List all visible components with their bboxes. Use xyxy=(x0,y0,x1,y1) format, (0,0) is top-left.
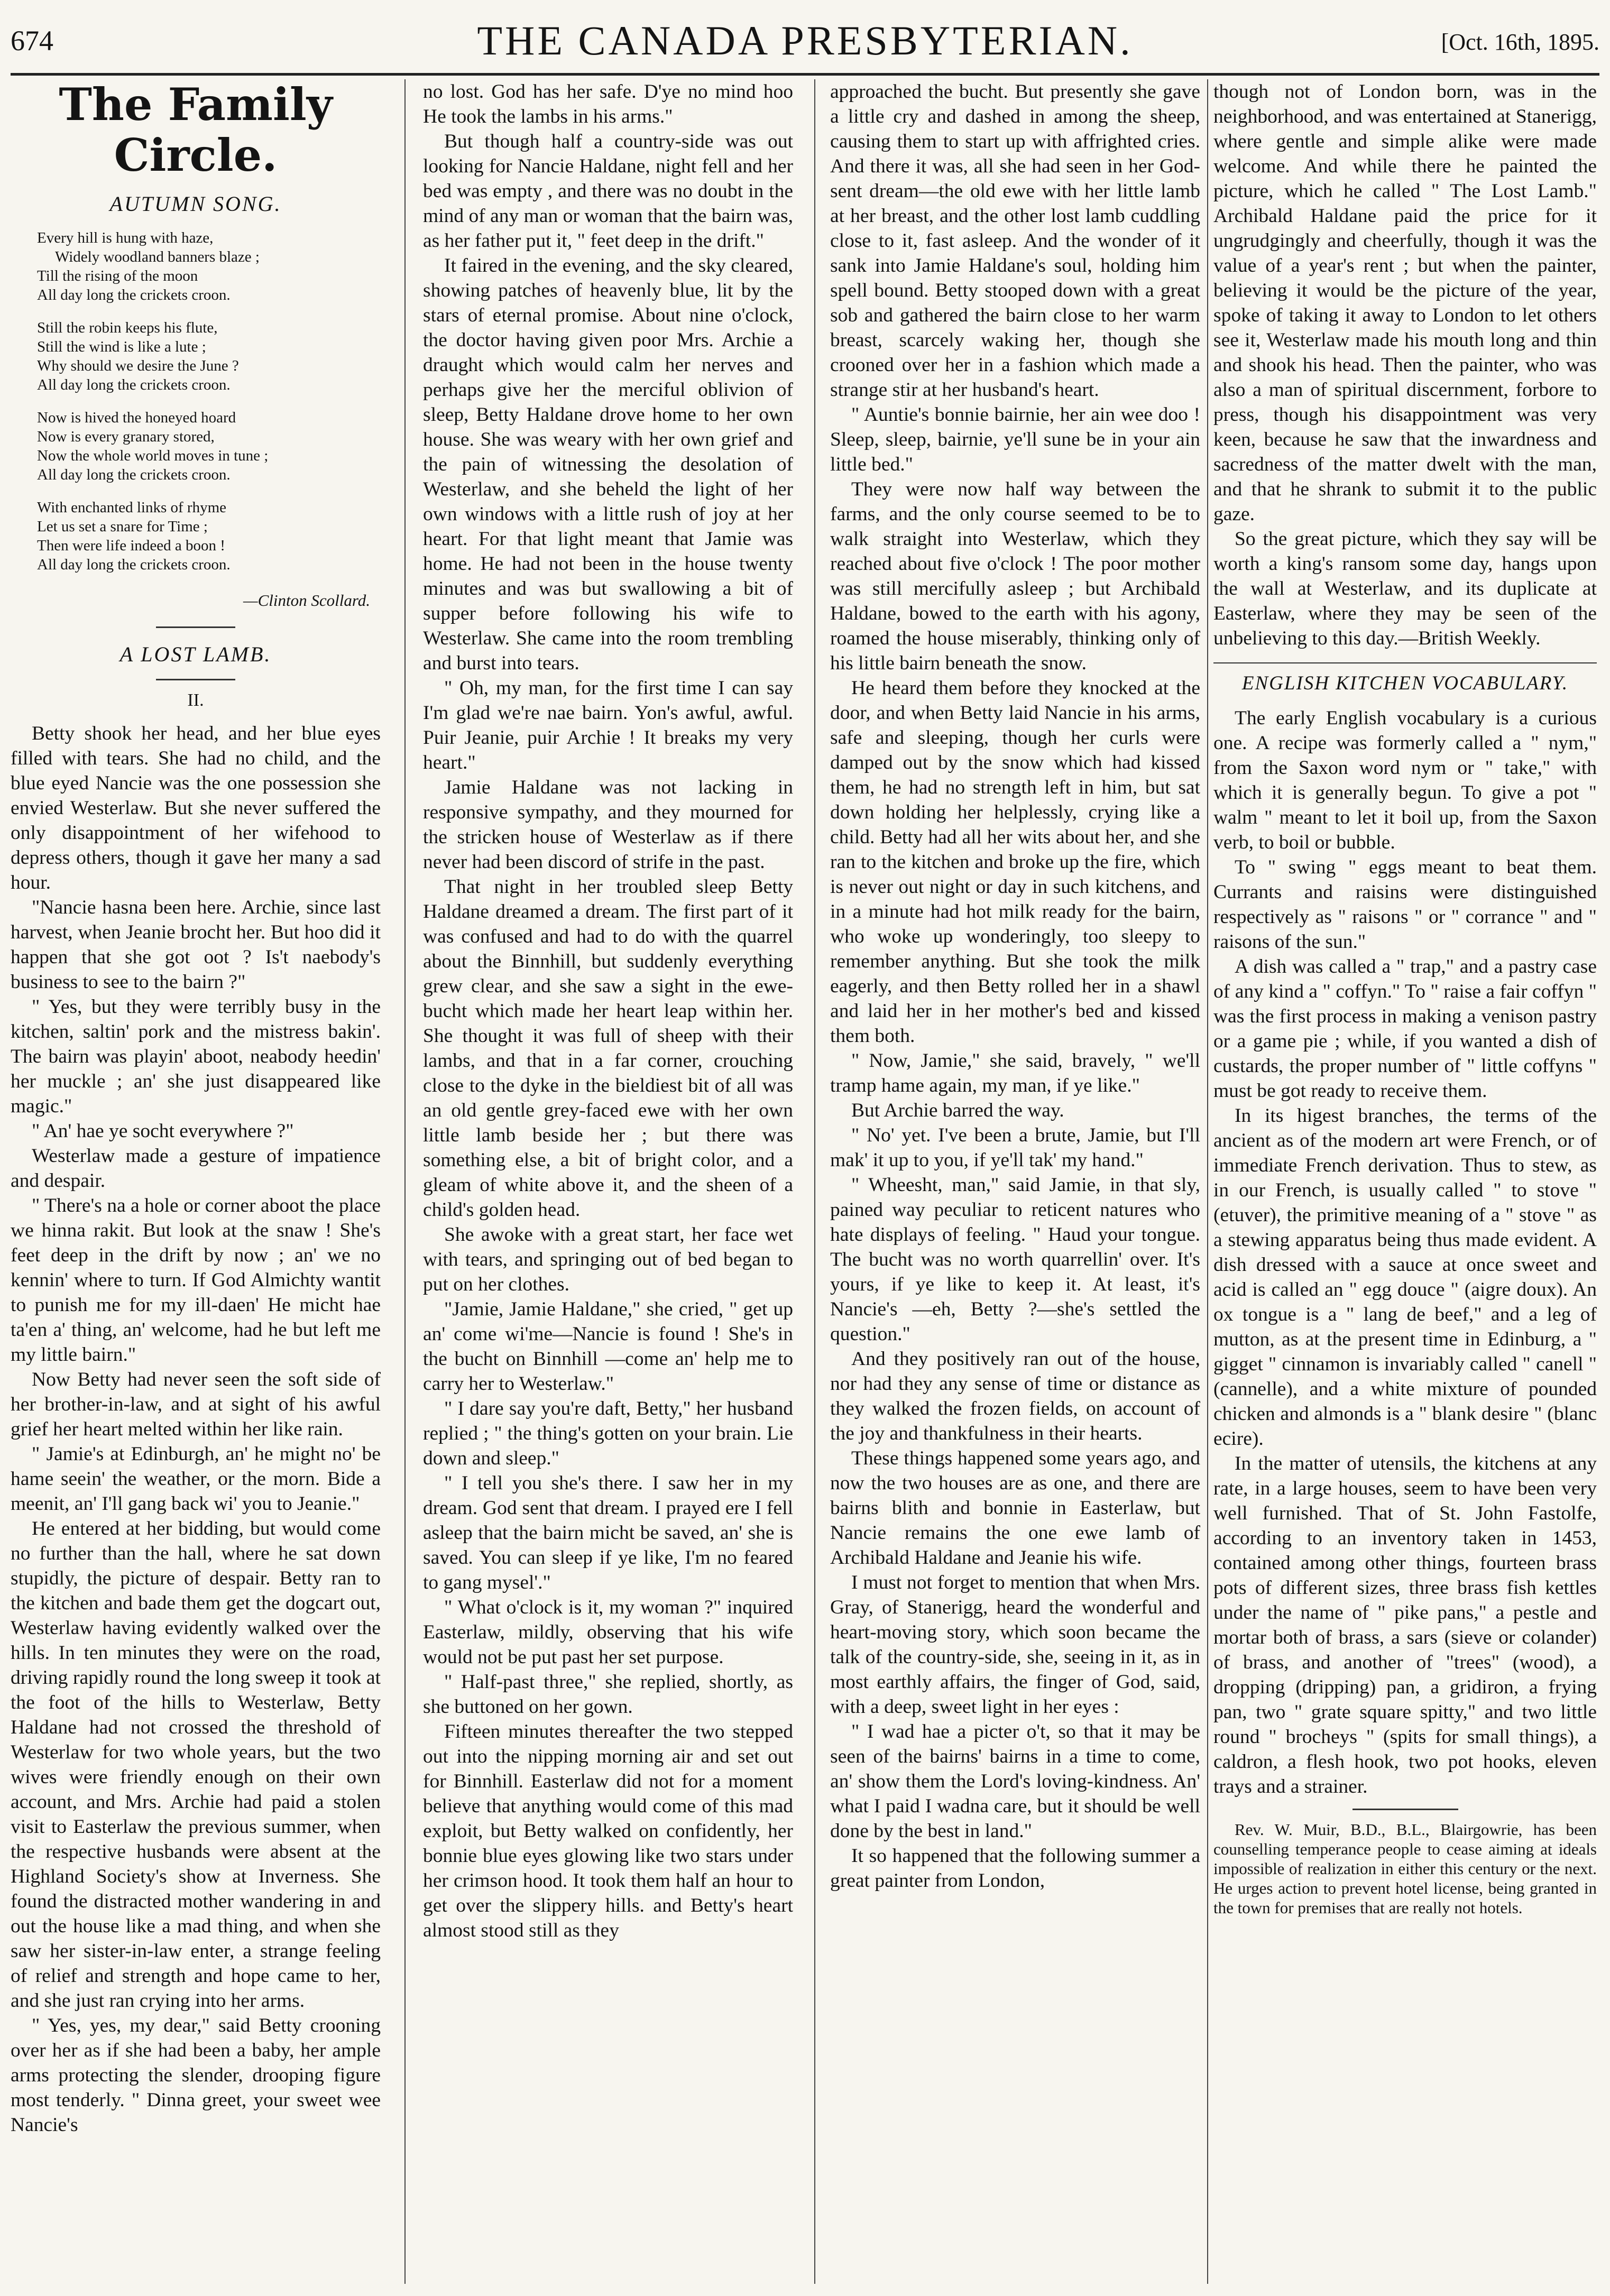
column-divider xyxy=(1207,79,1208,2284)
paragraph: He heard them before they knocked at the door, and when Betty laid Nancie in his arms, safe and sleeping, though her curls were damped out by the snow which had kissed them, he had no strength left in him, but sat down holding her helplessly, crying like a child. Betty had all her wits about her, and she ran to the kitchen and broke up the fire, which is never out night or day in such kitchens, and in a minute had hot milk ready for the bairn, who woke up wonderingly, too sleepy to remember anything. But she took the milk eagerly, and then Betty rolled her in a shawl and laid her in her mother's bed and kissed them both. xyxy=(830,677,1200,1047)
paragraph: " I wad hae a picter o't, so that it may be seen of the bairns' bairns in a time to come, an' show them the Lord's loving-kindness. An' what I paid I wadna care, but it should be well done by the best in land." xyxy=(830,1721,1200,1842)
paragraph: In its higest branches, the terms of the ancient as of the modern art were French, or of immediate French derivation. Thus to stew, as in our French, is usually called " to stove " (etuver), the primitive meaning of a " stove " as a stewing apparatus being thus made evident. A dish dressed with a sauce at once sweet and acid is called an " egg douce " (aigre doux). An ox tongue is a " lang de beef," and a leg of mutton, as at the present time in Edinburg, a " gigget " cinnamon is invariably called " canell " (cannelle), and a white mixture of pounded chicken and almonds is a " blank desire " (blanc ecire). xyxy=(1213,1105,1597,1450)
paragraph: " Half-past three," she replied, shortly, as she buttoned on her gown. xyxy=(423,1671,793,1718)
paragraph: These things happened some years ago, and now the two houses are as one, and there are bairns blith and bonnie in Easterlaw, but Nancie remains the one ewe lamb of Archibald Haldane and Jeanie his wife. xyxy=(830,1447,1200,1569)
paragraph: They were now half way between the farms, and the only course seemed to be to walk straight into Westerlaw, which they reached about five o'clock ! The poor mother was still mercifully asleep ; but Archibald Haldane, bowed to the earth with his agony, roamed the house miserably, thinking only of his little bairn beneath the snow. xyxy=(830,478,1200,674)
paragraph: She awoke with a great start, her face wet with tears, and springing out of bed began to put on her clothes. xyxy=(423,1224,793,1295)
divider xyxy=(1213,662,1597,663)
paragraph: It so happened that the following summer a great painter from London, xyxy=(830,1845,1200,1892)
paragraph: " Now, Jamie," she said, bravely, " we'll tramp hame again, my man, if ye like." xyxy=(830,1050,1200,1096)
page-number: 674 xyxy=(11,25,53,57)
paragraph: " Yes, but they were terribly busy in the kitchen, saltin' pork and the mistress bakin'. The bairn was playin' aboot, neabody heedin' her muckle ; an' she just disappeared like magic." xyxy=(11,996,381,1117)
paragraph: " An' hae ye socht everywhere ?" xyxy=(32,1120,294,1142)
paragraph: " There's na a hole or corner aboot the place we hinna rakit. But look at the snaw ! She's feet deep in the drift by now ; an' we no kennin' where to turn. If God Almichty wantit to punish me for my ill-daen' He micht hae ta'en a' thing, an' welcome, had he but left me my little bairn." xyxy=(11,1195,381,1366)
paragraph: So the great picture, which they say will be worth a king's ransom some day, hangs upon the wall at Westerlaw, and its duplicate at Easterlaw, where they may be seen of the unbelieving to this day.—British Weekly. xyxy=(1213,528,1597,649)
column-1 xyxy=(11,79,381,2284)
paragraph: " Yes, yes, my dear," said Betty crooning over her as if she had been a baby, her ample arms protecting the slender, drooping figure most tenderly. " Dinna greet, your sweet wee Nancie's xyxy=(11,2015,381,2136)
paragraph: " What o'clock is it, my woman ?" inquired Easterlaw, mildly, observing that his wife would not be put past her set purpose. xyxy=(423,1597,793,1668)
paragraph: Now Betty had never seen the soft side of her brother-in-law, and at sight of his awful grief her heart melted within her like rain. xyxy=(11,1369,381,1440)
poem-line: Why should we desire the June ? xyxy=(37,357,239,374)
paragraph: Jamie Haldane was not lacking in responsive sympathy, and they mourned for the stricken house of Westerlaw as if there never had been discord of strife in the past. xyxy=(423,777,793,873)
paragraph: In the matter of utensils, the kitchens at any rate, in a large houses, seem to have been very well furnished. That of St. John Fastolfe, according to an inventory taken in 1453, contained among other things, fourteen brass pots of different sizes, three brass fish kettles under the name of " pike pans," a pestle and mortar both of brass, a sars (sieve or colander) of brass, and another of "trees" (wood), a dropping (dripping) pan, a gridiron, a frying pan, two " grate square spitty," and two little round " brocheys " (spits for small things), a caldron, a flesh hook, two pot hooks, eleven trays and a strainer. xyxy=(1213,1453,1597,1797)
section-title: The Family Circle. xyxy=(59,79,333,181)
paragraph: " I dare say you're daft, Betty," her husband replied ; " the thing's gotten on your brain. Lie down and sleep." xyxy=(423,1398,793,1469)
poem-line: Then were life indeed a boon ! xyxy=(37,537,225,554)
poem-line: All day long the crickets croon. xyxy=(37,287,231,303)
paragraph: It faired in the evening, and the sky cleared, showing patches of heavenly blue, lit by the stars of eternal promise. About nine o'clock, the doctor having given poor Mrs. Archie a draught which would calm her nerves and perhaps give her the merciful oblivion of sleep, Betty Haldane drove home to her own house. She was weary with her own grief and the pain of witnessing the desolation of Westerlaw, and she beheld the light of her own windows with a little rush of joy at her heart. For that light meant that Jamie was home. He had not been in the house twenty minutes and was but swallowing a bit of supper before following his wife to Westerlaw. She came into the room trembling and burst into tears. xyxy=(423,255,793,674)
paragraph: Fifteen minutes thereafter the two stepped out into the nipping morning air and set out for Binnhill. Easterlaw did not for a moment believe that anything would come of this mad exploit, but Betty walked on confidently, her bonnie blue eyes glowing like two stars under her crimson hood. It took them half an hour to get over the slippery hills. and Betty's heart almost stood still as they xyxy=(423,1721,793,1941)
poem-line: Still the robin keeps his flute, xyxy=(37,319,218,336)
article-title: ENGLISH KITCHEN VOCABULARY. xyxy=(1241,672,1569,694)
paragraph: " Jamie's at Edinburgh, an' he might no' be hame seein' the weather, or the morn. Bide a meenit, an' I'll gang back wi' you to Jeanie." xyxy=(11,1443,381,1515)
paragraph: "Nancie hasna been here. Archie, since last harvest, when Jeanie brocht her. But hoo did it happen that she got oot ? Is't naebody's business to see to the bairn ?" xyxy=(11,897,381,993)
paragraph: " No' yet. I've been a brute, Jamie, but I'll mak' it up to you, if ye'll tak' my hand." xyxy=(830,1124,1200,1171)
poem xyxy=(37,228,381,574)
column-3 xyxy=(830,79,1200,2284)
poem-line: Let us set a snare for Time ; xyxy=(37,518,208,535)
paragraph: A dish was called a " trap," and a pastry case of any kind a " coffyn." To " raise a fair coffyn " was the first process in making a venison pastry or a game pie ; while, if you wanted a dish of custards, the proper number of " little coffyns " must be got ready to receive them. xyxy=(1213,956,1597,1102)
poem-stanza xyxy=(37,498,381,574)
poem-title: AUTUMN SONG. xyxy=(109,192,282,216)
poem-stanza xyxy=(37,408,381,484)
column-divider xyxy=(404,79,406,2284)
paragraph: That night in her troubled sleep Betty Haldane dreamed a dream. The first part of it was confused and had to do with the quarrel about the Binnhill, but suddenly everything grew clear, and she saw a sight in the ewe-bucht which made her heart leap within her. She thought it was full of sheep with their lambs, and that in a far corner, crouching close to the dyke in the bieldiest bit of all was an old gentle grey-faced ewe with her own little lamb beside her ; but there was something else, a bit of bright color, and a gleam of white above it, and the sheen of a child's golden head. xyxy=(423,876,793,1221)
paragraph: no lost. God has her safe. D'ye no mind hoo He took the lambs in his arms." xyxy=(423,81,793,127)
poem-line: Now is every granary stored, xyxy=(37,428,215,445)
paragraph: "Jamie, Jamie Haldane," she cried, " get up an' come wi'me—Nancie is found ! She's in the bucht on Binnhill —come an' help me to carry her to Westerlaw." xyxy=(423,1298,793,1395)
divider xyxy=(156,626,235,628)
divider xyxy=(1353,1809,1458,1810)
paragraph: But Archie barred the way. xyxy=(851,1100,1064,1121)
paragraph: though not of London born, was in the neighborhood, and was entertained at Stanerigg, where gentle and simple alike were made welcome. And while there he painted the picture, which he called " The Lost Lamb." Archibald Haldane paid the price for it ungrudgingly and cheerfully, though it was the value of a year's rent ; but when the painter, believing it would be the picture of the year, spoke of taking it away to London to let others see it, Westerlaw made his mouth long and thin and shook his head. Then the painter, who was also a man of spiritual discernment, forbore to press, though his disappointment was very keen, because he saw that the inwardness and sacredness of the matter dwelt with the man, and that he shrank to submit it to the public gaze. xyxy=(1213,81,1597,525)
poem-stanza xyxy=(37,318,381,394)
poem-line: Now the whole world moves in tune ; xyxy=(37,447,269,464)
paragraph: " Oh, my man, for the first time I can say I'm glad we're nae bairn. Yon's awful, awful. Puir Jeanie, puir Archie ! It breaks my very heart." xyxy=(423,677,793,773)
poem-line: Still the wind is like a lute ; xyxy=(37,338,206,355)
chapter-number: II. xyxy=(187,690,204,710)
poem-line: Till the rising of the moon xyxy=(37,268,198,284)
paragraph: But though half a country-side was out looking for Nancie Haldane, night fell and her bed was empty , and there was no doubt in the mind of any man or woman that the bairn was, as her father put it, " feet deep in the drift." xyxy=(423,131,793,252)
paragraph: I must not forget to mention that when Mrs. Gray, of Stanerigg, heard the wonderful and heart-moving story, which soon became the talk of the country-side, she, seeing in it, as in most earthly affairs, the finger of God, said, with a deep, sweet light in her eyes : xyxy=(830,1572,1200,1718)
poem-line: Widely woodland banners blaze ; xyxy=(55,248,260,265)
poem-line: All day long the crickets croon. xyxy=(37,466,231,483)
paragraph: " Wheesht, man," said Jamie, in that sly, pained way peculiar to reticent natures who hate displays of feeling. " Haud your tongue. The bucht was no worth quarrellin' over. It's yours, if ye like to keep it. At least, it's Nancie's —eh, Betty ?—she's settled the question." xyxy=(830,1174,1200,1345)
poem-line: Now is hived the honeyed hoard xyxy=(37,409,236,426)
paragraph: The early English vocabulary is a curious one. A recipe was formerly called a " nym," from the Saxon word nym or " take," with which it is generally begun. To give a pot " walm " meant to let it boil up, from the Saxon verb, to boil or bubble. xyxy=(1213,707,1597,853)
poem-line: All day long the crickets croon. xyxy=(37,556,231,573)
poem-line: With enchanted links of rhyme xyxy=(37,499,227,516)
paragraph: " I tell you she's there. I saw her in my dream. God sent that dream. I prayed ere I fell asleep that the bairn micht be saved, an' she is saved. You can sleep if ye like, I'm no feared to gang mysel'." xyxy=(423,1472,793,1593)
issue-date: [Oct. 16th, 1895. xyxy=(1441,29,1599,55)
poem-line: All day long the crickets croon. xyxy=(37,376,231,393)
divider xyxy=(156,679,235,680)
paragraph: Betty shook her head, and her blue eyes filled with tears. She had no child, and the blue eyed Nancie was the one possession she envied Westerlaw. But she never suffered the only disappointment of her wifehood to depress others, though it gave her many a sad hour. xyxy=(11,723,381,893)
paragraph: Westerlaw made a gesture of impatience and despair. xyxy=(11,1145,381,1192)
paragraph: approached the bucht. But presently she gave a little cry and dashed in among the sheep, causing them to start up with affrighted cries. And there it was, all she had seen in her God-sent dream—the old ewe with her little lamb at her breast, and the other lost lamb cuddling close to it, fast asleep. And the wonder of it sank into Jamie Haldane's soul, holding him spell bound. Betty stooped down with a great sob and gathered the bairn close to her warm breast, scarcely waking her, though she crooned over her in a fashion which made a strange stir at her husband's heart. xyxy=(830,81,1200,401)
paragraph: " Auntie's bonnie bairnie, her ain wee doo ! Sleep, sleep, bairnie, ye'll sune be in your ain little bed." xyxy=(830,404,1200,475)
column-4 xyxy=(1213,79,1597,2284)
newspaper-title: THE CANADA PRESBYTERIAN. xyxy=(477,17,1133,63)
news-note: Rev. W. Muir, B.D., B.L., Blairgowrie, has been counselling temperance people to cease aiming at ideals impossible of realization in either this century or the next. He urges action to prevent hotel license, being granted in the town for premises that are really not hotels. xyxy=(1213,1820,1597,1917)
story-title: A LOST LAMB. xyxy=(119,642,272,666)
poem-line: Every hill is hung with haze, xyxy=(37,229,214,246)
column-2 xyxy=(423,79,793,2284)
column-divider xyxy=(814,79,815,2284)
poem-author: —Clinton Scollard. xyxy=(243,591,370,610)
page-header xyxy=(11,15,1599,76)
paragraph: And they positively ran out of the house, nor had they any sense of time or distance as they walked the frozen fields, on account of the joy and thankfulness in their hearts. xyxy=(830,1348,1200,1444)
poem-stanza xyxy=(37,228,381,305)
paragraph: To " swing " eggs meant to beat them. Currants and raisins were distinguished respectively as " raisons " or " corrance " and " raisons of the sun." xyxy=(1213,856,1597,953)
paragraph: He entered at her bidding, but would come no further than the hall, where he sat down stupidly, the picture of despair. Betty ran to the kitchen and bade them get the dogcart out, Westerlaw having evidently walked over the hills. In ten minutes they were on the road, driving rapidly round the long sweep it took at the foot of the hills to Westerlaw, Betty Haldane had not crossed the threshold of Westerlaw for two whole years, but the two wives were friendly enough on their own account, and Mrs. Archie had paid a stolen visit to Easterlaw the previous summer, when the respective husbands were absent at the Highland Society's show at Inverness. She found the distracted mother wandering in and out the house like a mad thing, and when she saw her sister-in-law enter, a strange feeling of relief and strength and hope came to her, and she just ran crying into her arms. xyxy=(11,1518,381,2012)
